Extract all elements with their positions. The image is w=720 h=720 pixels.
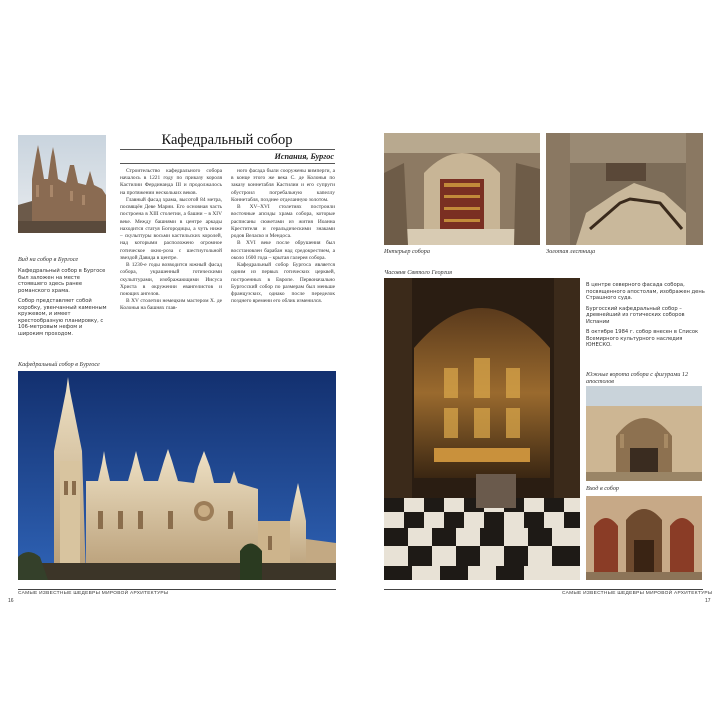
footer-text: САМЫЕ ИЗВЕСТНЫЕ ШЕДЕВРЫ МИРОВОЙ АРХИТЕКТУРЫ [562, 591, 713, 596]
title-rule [120, 149, 335, 150]
paragraph: В XV–XVI столетиях построили восточные апсиды храма собора, которые расписаны сюжетами из жития Иоанна Крестителя и геральдическими знаками родов Веласко и Мендоса. [231, 204, 335, 240]
photo-south-gate [586, 386, 702, 481]
side-note: Собор представляет собой коробку, увенчанный каменным кружевом, и имеет крестообразную планировку, с 106-метровым нефом и широким проходом. [18, 298, 107, 337]
photo-interior-caption: Интерьер собора [384, 248, 430, 255]
page-number: 17 [705, 598, 711, 604]
page-number: 16 [8, 598, 14, 604]
text-column-1 [120, 168, 222, 313]
right-side-notes [586, 282, 706, 353]
photo-interior [384, 133, 540, 245]
text-column-2 [231, 168, 335, 305]
side-note: Кафедральный собор в Бургосе был заложен на месте стоявшего здесь ранее романского храма. [18, 268, 106, 294]
left-side-notes [18, 268, 108, 341]
photo-small-caption: Вид на собор в Бургосе [18, 256, 79, 263]
footer-text: САМЫЕ ИЗВЕСТНЫЕ ШЕДЕВРЫ МИРОВОЙ АРХИТЕКТУРЫ [18, 591, 169, 596]
photo-chapel-san-jorge [384, 278, 580, 580]
photo-cathedral-exterior [18, 371, 336, 580]
paragraph: В XVI веке после обрушения был восстановлен барабан над средокрестием, а около 1600 года – крытая галерея собора. [231, 240, 335, 261]
photo-entrance [586, 496, 702, 580]
side-note: В центре северного фасада собора, посвященного апостолам, изображен день Страшного суда. [586, 282, 705, 301]
paragraph: В 1230-е годы возводится южный фасад собора, украшенный готическими скульптурами, изображающими Иисуса Христа в окружении евангелистов и поющих ангелов. [120, 262, 222, 297]
photo-stair-caption: Золотая лестница [546, 248, 596, 255]
subtitle-rule [120, 163, 335, 164]
paragraph: ного фасада были сооружены вимперги, а в конце этого же века С. де Колонья по заказу коннетабля Кастилии и его супруги обустроил погребальную капеллу Коннетабля, позднее отделанную золотом. [231, 168, 335, 203]
chapel-caption: Часовня Святого Георгия [384, 269, 453, 276]
paragraph: В XV столетии немецким мастером X. де Колонья на башнях глав- [120, 298, 222, 312]
page-title: Кафедральный собор [161, 132, 293, 148]
entrance-caption: Вход в собор [586, 485, 620, 492]
south-gate-caption: Южные ворота собора с фигурами 12 апостолов [586, 371, 689, 386]
paragraph: Строительство кафедрального собора началось в 1221 году по приказу короля Кастилии Фердинанда III и продолжалось на протяжении нескольких веков. [120, 168, 222, 196]
page-subtitle: Испания, Бургос [274, 152, 334, 161]
right-page [360, 0, 720, 720]
photo-golden-staircase [546, 133, 703, 245]
paragraph: Главный фасад храма, высотой 84 метра, посвящён Деве Марии. Его основная часть построена в XIII столетии, а башни – в XIV веке. Между башнями в центре аркады находится статуя Богородицы, а чуть ниже – скульптуры восьми кастильских королей, над которыми расположено огромное готическое окно-роза с шестиугольной звездой Давида в центре. [120, 196, 222, 261]
photo-large-caption: Кафедральный собор в Бургосе [18, 361, 100, 368]
side-note: Бургосский кафедральный собор – древнейший из готических соборов Испании [586, 305, 685, 325]
paragraph: Кафедральный собор Бургоса является одним из первых готических церквей, построенных в Европе. Первоначально Бургосский собор по размерам был меньше французских, однако после переделок позднего времени его облик изменился. [231, 262, 335, 305]
side-note: В октябре 1984 г. собор внесен в Список Всемирного культурного наследия ЮНЕСКО. [586, 329, 699, 348]
photo-cathedral-view [18, 135, 106, 233]
